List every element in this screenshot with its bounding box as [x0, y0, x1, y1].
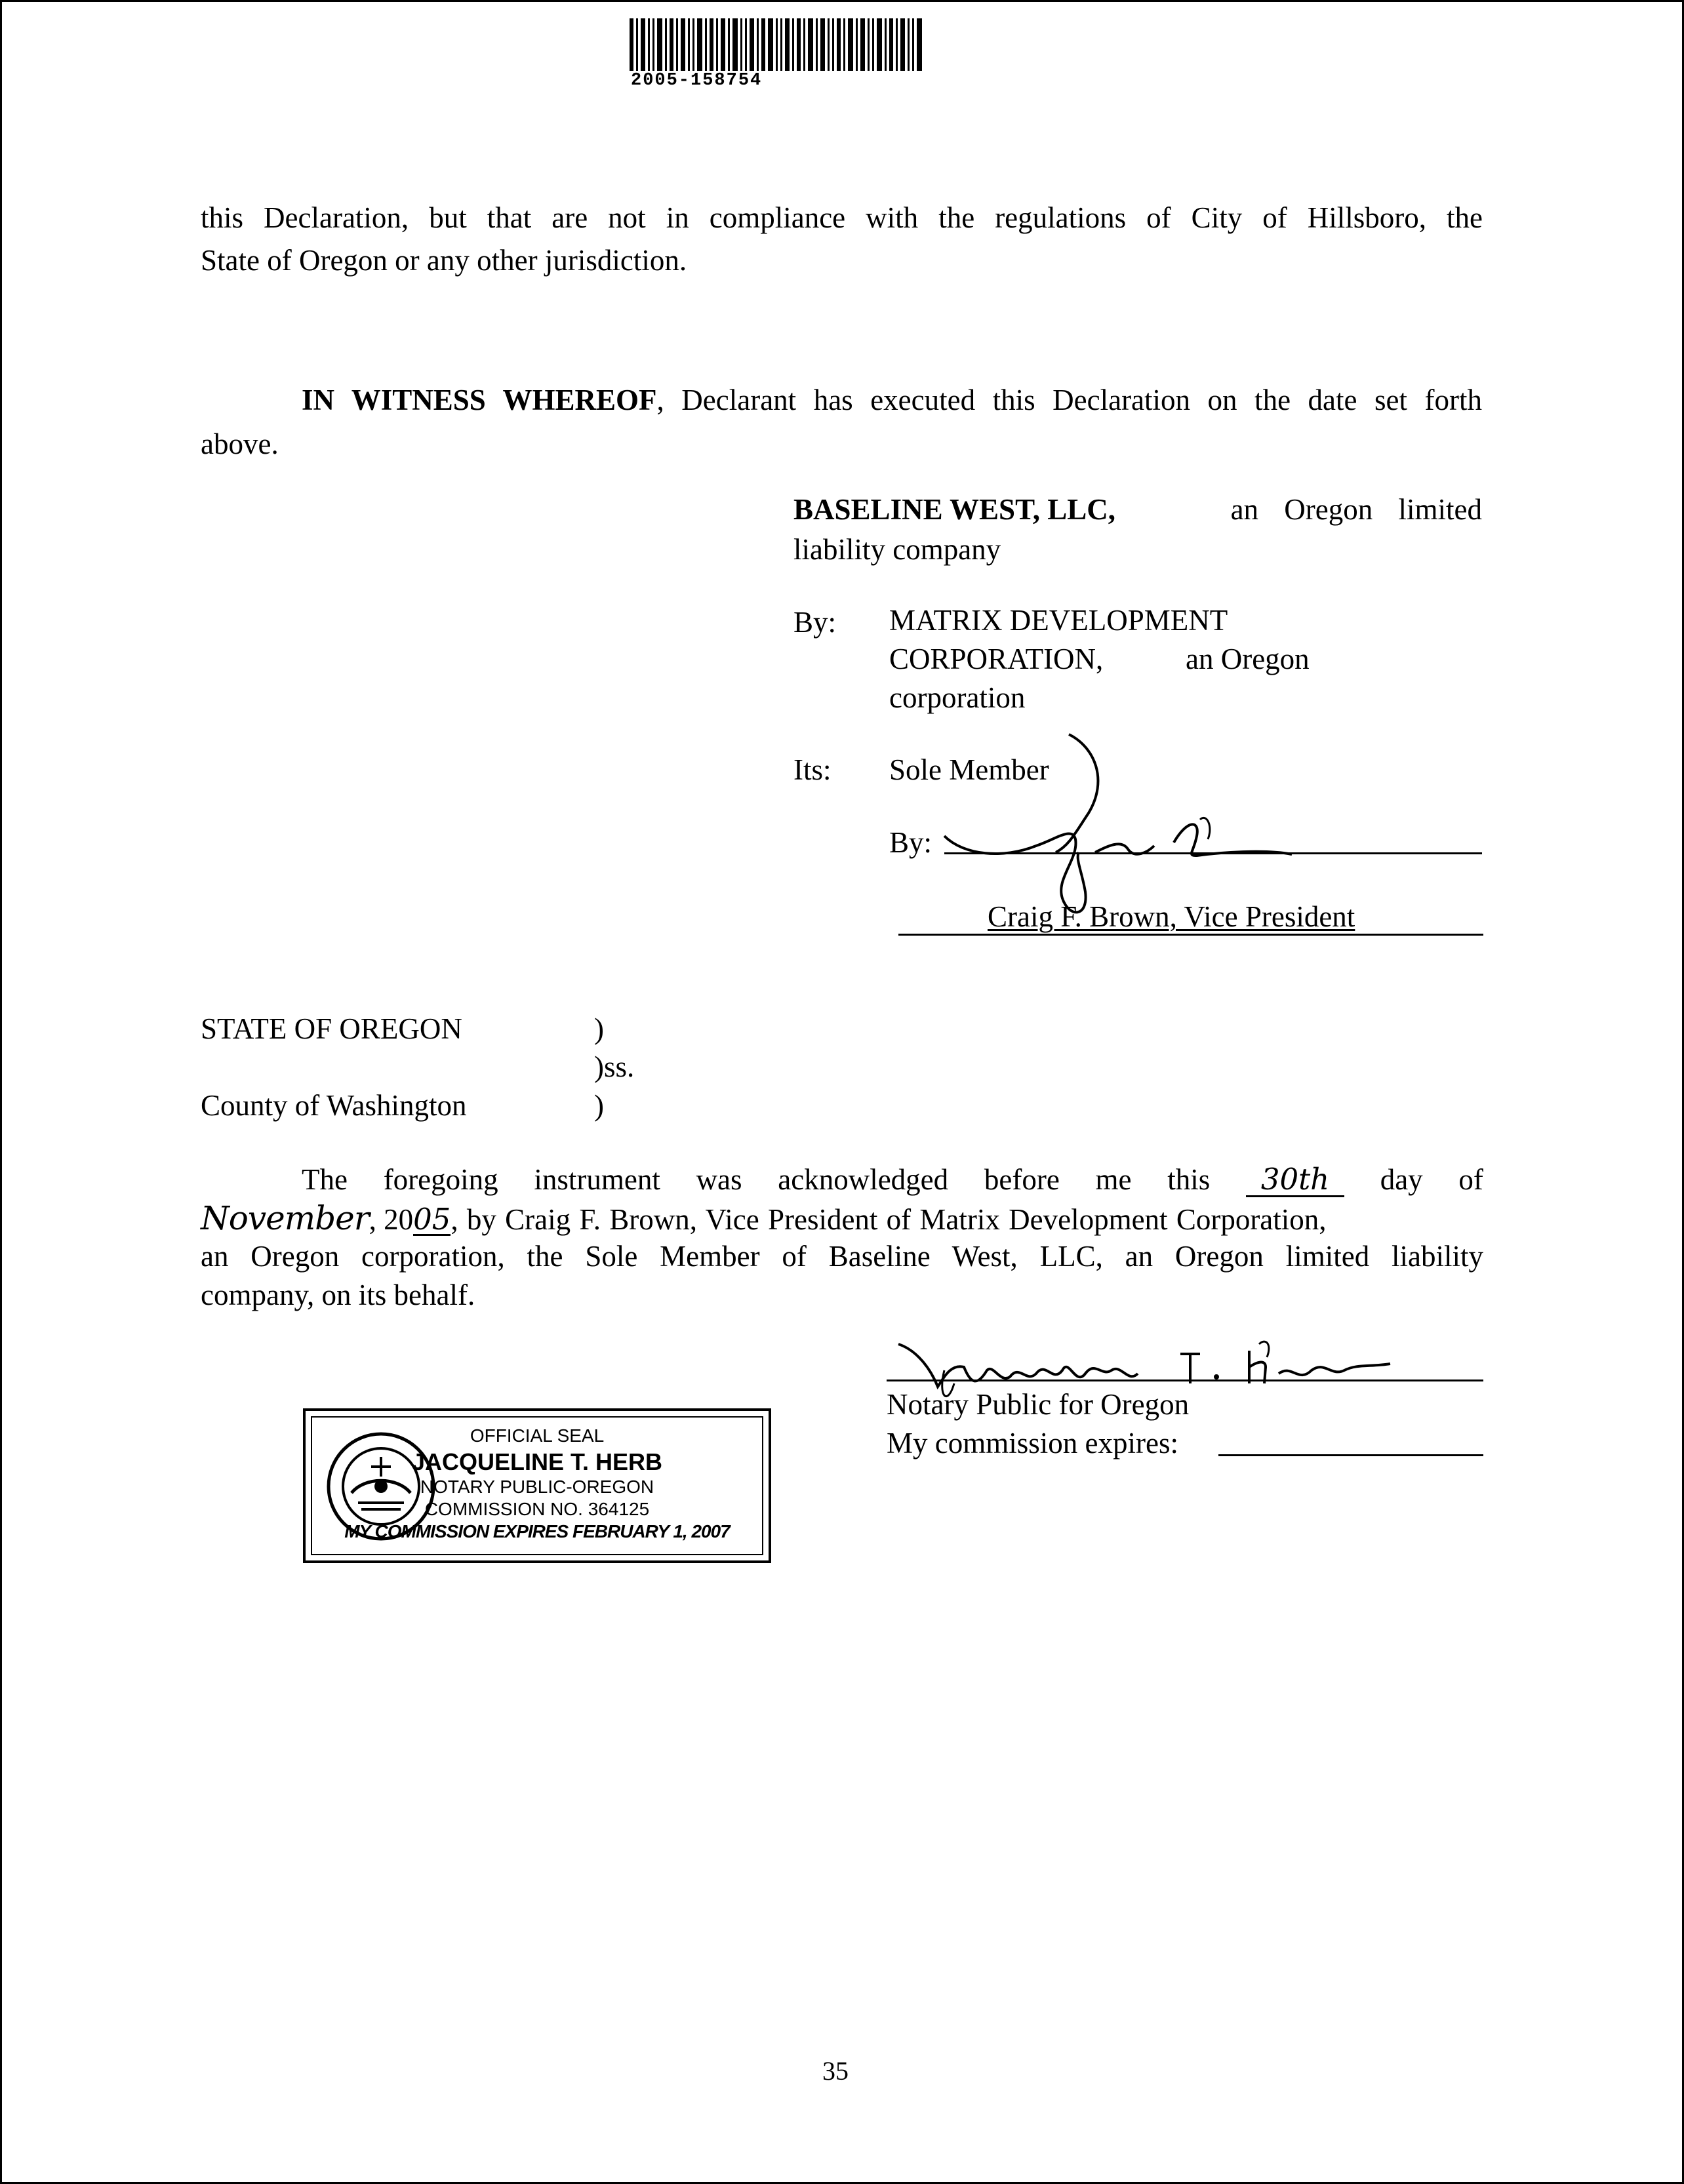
corporation-description: an Oregon: [1186, 643, 1310, 675]
witness-text: , Declarant has executed this Declaration on the date set forth: [656, 384, 1482, 416]
paragraph-line: this Declaration, but that are not in compliance with the regulations of City of Hillsboro, the: [201, 201, 1483, 234]
seal-title: OFFICIAL SEAL: [470, 1425, 605, 1446]
notary-seal: [303, 1408, 771, 1563]
ack-word: this: [1167, 1163, 1211, 1196]
corporation-name: MATRIX DEVELOPMENT: [889, 604, 1228, 637]
acknowledgment-line4: company, on its behalf.: [201, 1279, 475, 1311]
corporation-name-line2: CORPORATION,: [889, 643, 1104, 675]
ack-word: before: [984, 1163, 1060, 1196]
ack-word: acknowledged: [778, 1163, 949, 1196]
acknowledgment-text: , by Craig F. Brown, Vice President of Matrix Development Corporation,: [451, 1203, 1327, 1236]
document-number: 2005-158754: [631, 71, 763, 90]
its-label: Its:: [793, 753, 832, 786]
ack-word: The: [302, 1163, 348, 1196]
venue-paren: ): [594, 1089, 604, 1122]
venue-paren: ): [594, 1012, 604, 1045]
ack-word: instrument: [534, 1163, 660, 1196]
its-value: Sole Member: [889, 753, 1049, 786]
ack-word: was: [696, 1163, 742, 1196]
commission-expires-line: [1218, 1454, 1483, 1456]
seal-commission-number: COMMISSION NO. 364125: [424, 1499, 650, 1519]
venue-ss: )ss.: [594, 1050, 635, 1083]
witness-line2: above.: [201, 427, 279, 460]
company-line: [793, 488, 1482, 530]
handwritten-year: 05: [413, 1202, 451, 1237]
acknowledgment-line1: [302, 1159, 1483, 1201]
notary-commission-label: My commission expires:: [887, 1427, 1178, 1459]
corporation-description-line2: corporation: [889, 681, 1026, 714]
page-number: 35: [822, 2056, 849, 2086]
venue-county: County of Washington: [201, 1089, 467, 1122]
acknowledgment-line3: an Oregon corporation, the Sole Member of Baseline West, LLC, an Oregon limited liability: [201, 1240, 1483, 1273]
witness-clause: [302, 379, 1482, 421]
handwritten-day: 30th: [1246, 1164, 1344, 1197]
witness-heading: IN WITNESS WHEREOF: [302, 384, 657, 416]
seal-expiration: MY COMMISSION EXPIRES FEBRUARY 1, 2007: [344, 1521, 730, 1541]
year-prefix: , 20: [369, 1203, 414, 1236]
ack-word: of: [1458, 1163, 1483, 1196]
paragraph-line: State of Oregon or any other jurisdiction.: [201, 244, 687, 277]
by2-label: By:: [889, 826, 932, 859]
by-label: By:: [793, 606, 837, 639]
acknowledgment-line2: [201, 1197, 1483, 1241]
notary-signature-line: [887, 1380, 1483, 1381]
notary-title: Notary Public for Oregon: [887, 1388, 1190, 1421]
company-description: an Oregon limited: [1230, 493, 1482, 526]
ack-word: foregoing: [383, 1163, 498, 1196]
seal-notary-office: NOTARY PUBLIC-OREGON: [420, 1477, 654, 1497]
venue-state: STATE OF OREGON: [201, 1012, 462, 1045]
signer-name: Craig F. Brown, Vice President: [988, 900, 1355, 933]
seal-notary-name: JACQUELINE T. HERB: [411, 1448, 663, 1475]
ack-word: me: [1095, 1163, 1132, 1196]
ack-word: day: [1380, 1163, 1423, 1196]
barcode-image: [630, 18, 925, 71]
company-name: BASELINE WEST, LLC,: [793, 493, 1116, 526]
handwritten-month: November: [201, 1199, 369, 1237]
company-line2: liability company: [793, 533, 1001, 566]
